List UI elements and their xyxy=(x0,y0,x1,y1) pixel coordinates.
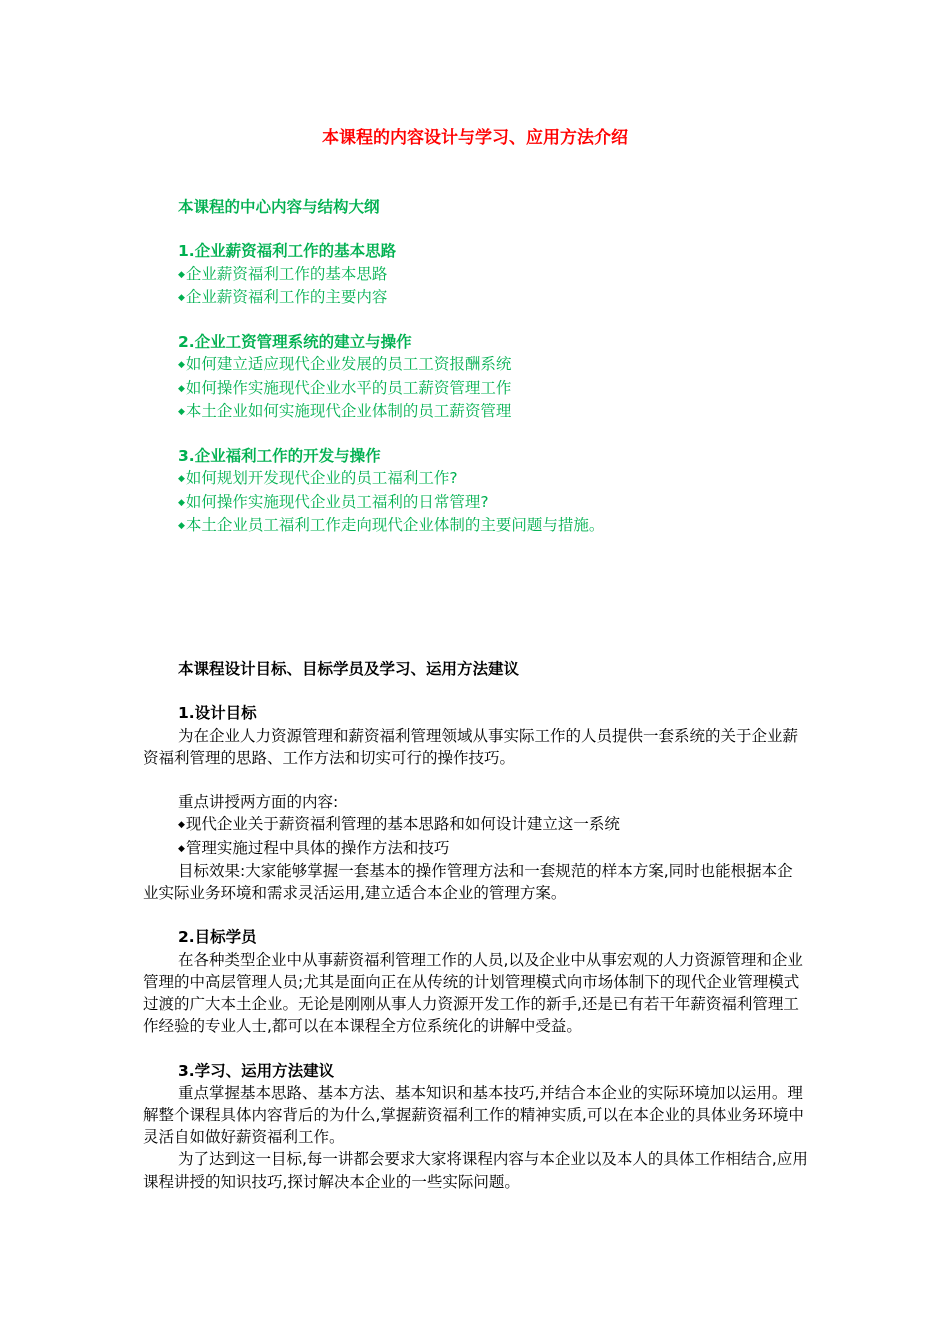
audience-title: 2.目标学员 xyxy=(178,928,257,947)
page-title: 本课程的内容设计与学习、应用方法介绍 xyxy=(322,128,628,148)
outline-item: ◆ 如何建立适应现代企业发展的员工工资报酬系统 xyxy=(178,353,858,376)
outline-item: ◆ 企业薪资福利工作的基本思路 xyxy=(178,263,858,286)
method-paragraph-2: 为了达到这一目标,每一讲都会要求大家将课程内容与本企业以及本人的具体工作相结合,应用课程讲授的知识技巧,探讨解决本企业的一些实际问题。 xyxy=(143,1150,808,1191)
course-design-section xyxy=(143,658,808,1193)
outline-item: ◆ 本土企业员工福利工作走向现代企业体制的主要问题与措施。 xyxy=(178,514,858,537)
outline-section-1-title: 1.企业薪资福利工作的基本思路 xyxy=(178,242,397,261)
outline-item: ◆ 企业薪资福利工作的主要内容 xyxy=(178,286,858,309)
course-outline xyxy=(178,196,858,537)
outline-item: ◆ 本土企业如何实施现代企业体制的员工薪资管理 xyxy=(178,400,858,423)
outline-section-3-title: 3.企业福利工作的开发与操作 xyxy=(178,447,381,466)
method-paragraph-1: 重点掌握基本思路、基本方法、基本知识和基本技巧,并结合本企业的实际环境加以运用。理解整个课程具体内容背后的为什么,掌握薪资福利工作的精神实质,可以在本企业的具体业务环境中灵活自如做好薪资福利工作。 xyxy=(143,1083,804,1147)
outline-item: ◆ 如何操作实施现代企业员工福利的日常管理? xyxy=(178,491,858,514)
design-heading: 本课程设计目标、目标学员及学习、运用方法建议 xyxy=(178,660,520,678)
goal-paragraph: 为在企业人力资源管理和薪资福利管理领域从事实际工作的人员提供一套系统的关于企业薪资福利管理的思路、工作方法和切实可行的操作技巧。 xyxy=(143,726,799,767)
outline-heading: 本课程的中心内容与结构大纲 xyxy=(178,198,380,216)
goal-effect: 目标效果:大家能够掌握一套基本的操作管理方法和一套规范的样本方案,同时也能根据本企业实际业务环境和需求灵活运用,建立适合本企业的管理方案。 xyxy=(143,861,793,902)
goal-title: 1.设计目标 xyxy=(178,704,257,723)
audience-paragraph: 在各种类型企业中从事薪资福利管理工作的人员,以及企业中从事宏观的人力资源管理和企业管理的中高层管理人员;尤其是面向正在从传统的计划管理模式向市场体制下的现代企业管理模式过渡的广大本土企业。无论是刚刚从事人力资源开发工作的新手,还是已有若干年薪资福利管理工作经验的专业人士,都可以在本课程全方位系统化的讲解中受益。 xyxy=(143,950,803,1036)
focus-item: ◆ 现代企业关于薪资福利管理的基本思路和如何设计建立这一系统 xyxy=(143,813,808,836)
outline-section-2-title: 2.企业工资管理系统的建立与操作 xyxy=(178,333,412,352)
focus-item: ◆ 管理实施过程中具体的操作方法和技巧 xyxy=(143,837,808,860)
outline-item: ◆ 如何操作实施现代企业水平的员工薪资管理工作 xyxy=(178,377,858,400)
focus-label: 重点讲授两方面的内容: xyxy=(178,793,339,812)
method-title: 3.学习、运用方法建议 xyxy=(178,1061,335,1080)
outline-item: ◆ 如何规划开发现代企业的员工福利工作? xyxy=(178,467,858,490)
